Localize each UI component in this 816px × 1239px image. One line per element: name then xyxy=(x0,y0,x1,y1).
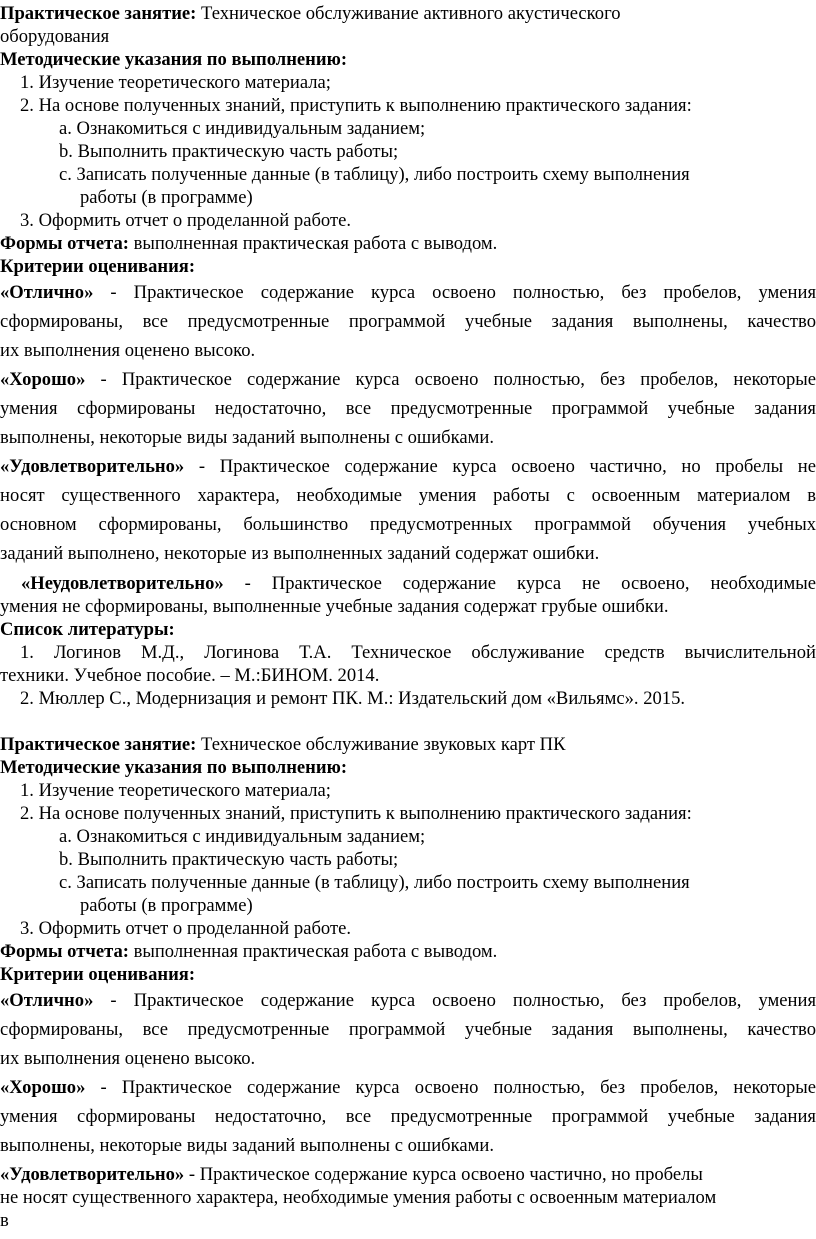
step-2b: b. Выполнить практическую часть работы; xyxy=(59,141,399,162)
step-2c-cont: работы (в программе) xyxy=(80,187,253,208)
grade-label: «Отлично» xyxy=(0,282,94,303)
method-heading: Методические указания по выполнению: xyxy=(0,49,348,70)
report-forms xyxy=(0,232,816,255)
criterion-satisfactory xyxy=(0,452,816,568)
criteria-heading: Критерии оценивания: xyxy=(0,256,196,277)
step-3: 3. Оформить отчет о проделанной работе. xyxy=(20,918,351,939)
step-2a: a. Ознакомиться с индивидуальным заданием; xyxy=(59,826,426,847)
criterion-text: - Практическое содержание курса освоено частично, но пробелы не xyxy=(184,456,816,477)
literature-text: техники. Учебное пособие. – М.:БИНОМ. 2014. xyxy=(0,665,380,686)
criterion-text: их выполнения оценено высоко. xyxy=(0,340,256,361)
report-forms xyxy=(0,940,816,963)
criterion-text: умения не сформированы, выполненные учебные задания содержат грубые ошибки. xyxy=(0,596,669,617)
step-2: 2. На основе полученных знаний, приступить к выполнению практического задания: xyxy=(20,95,692,116)
report-forms-text: выполненная практическая работа с выводом. xyxy=(128,941,498,962)
criterion-text: в xyxy=(0,1210,9,1231)
grade-label: «Удовлетворительно» xyxy=(0,456,185,477)
criterion-excellent xyxy=(0,278,816,365)
step-2b: b. Выполнить практическую часть работы; xyxy=(59,849,399,870)
criterion-good xyxy=(0,1073,816,1160)
criterion-text: - Практическое содержание курса освоено частично, но пробелы xyxy=(184,1164,703,1185)
criterion-text: основном сформированы, большинство предусмотренных программой обучения учебных xyxy=(0,514,816,535)
section1-title-cont: оборудования xyxy=(0,26,110,47)
practical-topic: Техническое обслуживание активного акустического xyxy=(196,3,621,24)
criterion-text: не носят существенного характера, необходимые умения работы с освоенным материалом xyxy=(0,1187,717,1208)
literature-item-1 xyxy=(0,641,816,687)
criterion-text: - Практическое содержание курса освоено полностью, без пробелов, умения xyxy=(93,990,816,1011)
criterion-excellent xyxy=(0,986,816,1073)
method-heading: Методические указания по выполнению: xyxy=(0,757,348,778)
practical-label: Практическое занятие: xyxy=(0,3,197,24)
step-2: 2. На основе полученных знаний, приступить к выполнению практического задания: xyxy=(20,803,692,824)
criterion-text: выполнены, некоторые виды заданий выполнены с ошибками. xyxy=(0,1135,494,1156)
criterion-text: умения сформированы недостаточно, все предусмотренные программой учебные задания xyxy=(0,1106,816,1127)
criterion-text: - Практическое содержание курса освоено полностью, без пробелов, некоторые xyxy=(85,369,816,390)
section1-title xyxy=(0,2,816,25)
grade-label: «Хорошо» xyxy=(0,369,86,390)
criterion-text: - Практическое содержание курса не освоено, необходимые xyxy=(223,573,816,594)
criteria-heading: Критерии оценивания: xyxy=(0,964,196,985)
step-2c: c. Записать полученные данные (в таблицу), либо построить схему выполнения xyxy=(59,872,690,893)
criterion-satisfactory xyxy=(0,1163,816,1232)
criterion-text: носят существенного характера, необходимые умения работы с освоенным материалом в xyxy=(0,485,816,506)
criterion-text: выполнены, некоторые виды заданий выполнены с ошибками. xyxy=(0,427,494,448)
report-forms-label: Формы отчета: xyxy=(0,233,129,254)
step-3: 3. Оформить отчет о проделанной работе. xyxy=(20,210,351,231)
criterion-text: заданий выполнено, некоторые из выполненных заданий содержат ошибки. xyxy=(0,543,600,564)
grade-label: «Удовлетворительно» xyxy=(0,1164,185,1185)
literature-text: 1. Логинов М.Д., Логинова Т.А. Техническое обслуживание средств вычислительной xyxy=(20,642,816,663)
step-1: 1. Изучение теоретического материала; xyxy=(20,780,331,801)
criterion-text: - Практическое содержание курса освоено полностью, без пробелов, некоторые xyxy=(85,1077,816,1098)
grade-label: «Хорошо» xyxy=(0,1077,86,1098)
practical-topic: Техническое обслуживание звуковых карт ПК xyxy=(196,734,566,755)
step-2c-cont: работы (в программе) xyxy=(80,895,253,916)
criterion-text: сформированы, все предусмотренные программой учебные задания выполнены, качество xyxy=(0,1019,816,1040)
step-2c: c. Записать полученные данные (в таблицу), либо построить схему выполнения xyxy=(59,164,690,185)
report-forms-label: Формы отчета: xyxy=(0,941,129,962)
literature-heading: Список литературы: xyxy=(0,619,175,640)
grade-label: «Отлично» xyxy=(0,990,94,1011)
section2-title xyxy=(0,733,816,756)
step-2a: a. Ознакомиться с индивидуальным заданием; xyxy=(59,118,426,139)
literature-item-2: 2. Мюллер С., Модернизация и ремонт ПК. М.: Издательский дом «Вильямс». 2015. xyxy=(20,688,686,709)
criterion-unsatisfactory xyxy=(0,572,816,618)
criterion-text: их выполнения оценено высоко. xyxy=(0,1048,256,1069)
criterion-good xyxy=(0,365,816,452)
report-forms-text: выполненная практическая работа с выводом. xyxy=(128,233,498,254)
step-1: 1. Изучение теоретического материала; xyxy=(20,72,331,93)
criterion-text: сформированы, все предусмотренные программой учебные задания выполнены, качество xyxy=(0,311,816,332)
practical-label: Практическое занятие: xyxy=(0,734,197,755)
section-gap xyxy=(0,710,816,733)
criterion-text: - Практическое содержание курса освоено полностью, без пробелов, умения xyxy=(93,282,816,303)
criterion-text: умения сформированы недостаточно, все предусмотренные программой учебные задания xyxy=(0,398,816,419)
grade-label: «Неудовлетворительно» xyxy=(0,573,224,594)
